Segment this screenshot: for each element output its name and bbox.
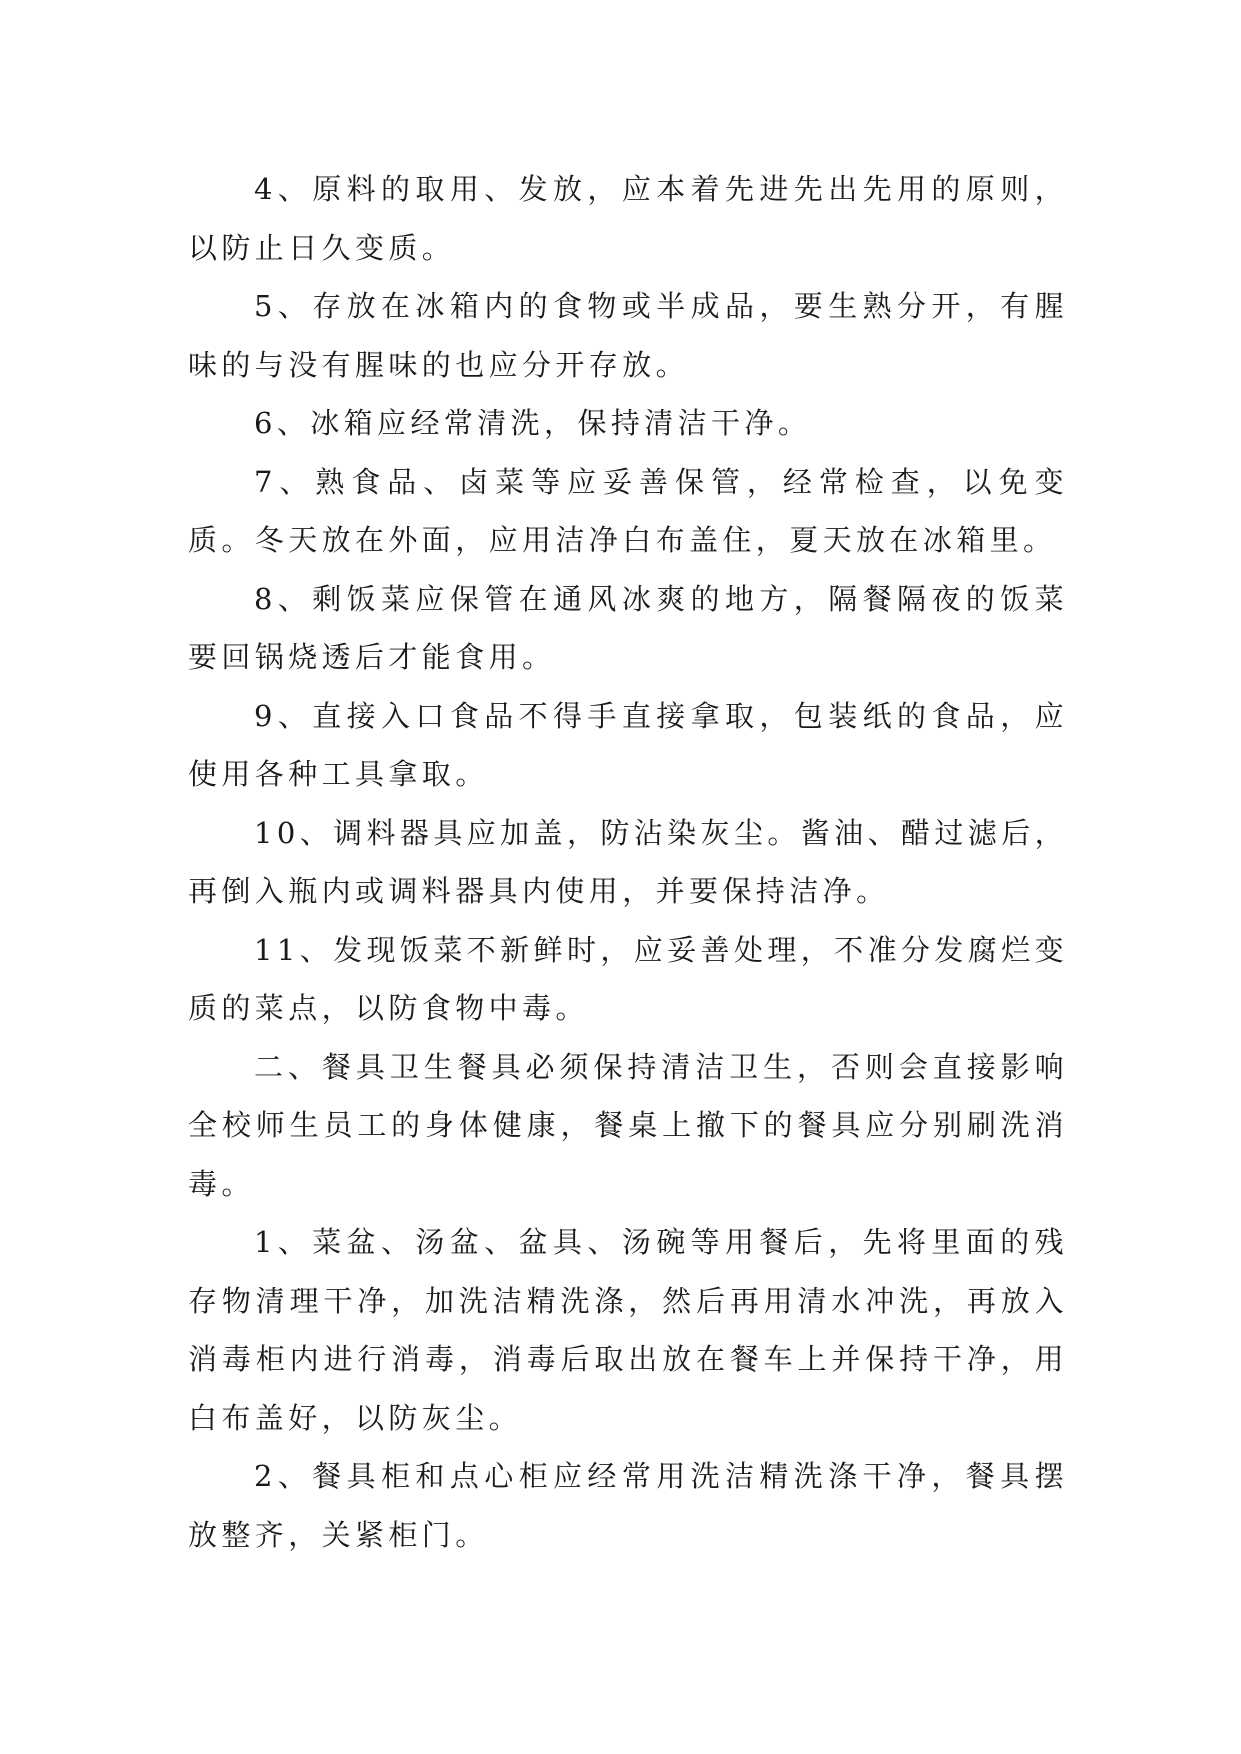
paragraph-item-10: 10、调料器具应加盖，防沾染灰尘。酱油、醋过滤后，再倒入瓶内或调料器具内使用，并要保持洁净。 bbox=[188, 815, 1068, 908]
document-body bbox=[188, 160, 1068, 1564]
paragraph-tableware-1: 1、菜盆、汤盆、盆具、汤碗等用餐后，先将里面的残存物清理干净，加洗洁精洗涤，然后再用清水冲洗，再放入消毒柜内进行消毒，消毒后取出放在餐车上并保持干净，用白布盖好，以防灰尘。 bbox=[188, 1225, 1068, 1435]
paragraph-item-6: 6、冰箱应经常清洗，保持清洁干净。 bbox=[254, 406, 812, 440]
paragraph-item-11: 11、发现饭菜不新鲜时，应妥善处理，不准分发腐烂变质的菜点，以防食物中毒。 bbox=[188, 932, 1068, 1025]
paragraph-tableware-2: 2、餐具柜和点心柜应经常用洗洁精洗涤干净，餐具摆放整齐，关紧柜门。 bbox=[188, 1459, 1068, 1552]
paragraph-item-9: 9、直接入口食品不得手直接拿取，包装纸的食品，应使用各种工具拿取。 bbox=[188, 698, 1068, 791]
paragraph-item-5: 5、存放在冰箱内的食物或半成品，要生熟分开，有腥味的与没有腥味的也应分开存放。 bbox=[188, 289, 1068, 382]
paragraph-item-8: 8、剩饭菜应保管在通风冰爽的地方，隔餐隔夜的饭菜要回锅烧透后才能食用。 bbox=[188, 581, 1068, 674]
section-heading-tableware-hygiene: 二、餐具卫生餐具必须保持清洁卫生，否则会直接影响全校师生员工的身体健康，餐桌上撤下的餐具应分别刷洗消毒。 bbox=[188, 1049, 1068, 1201]
paragraph-item-4: 4、原料的取用、发放，应本着先进先出先用的原则，以防止日久变质。 bbox=[188, 172, 1068, 265]
paragraph-item-7: 7、熟食品、卤菜等应妥善保管，经常检查，以免变质。冬天放在外面，应用洁净白布盖住，夏天放在冰箱里。 bbox=[188, 464, 1068, 557]
